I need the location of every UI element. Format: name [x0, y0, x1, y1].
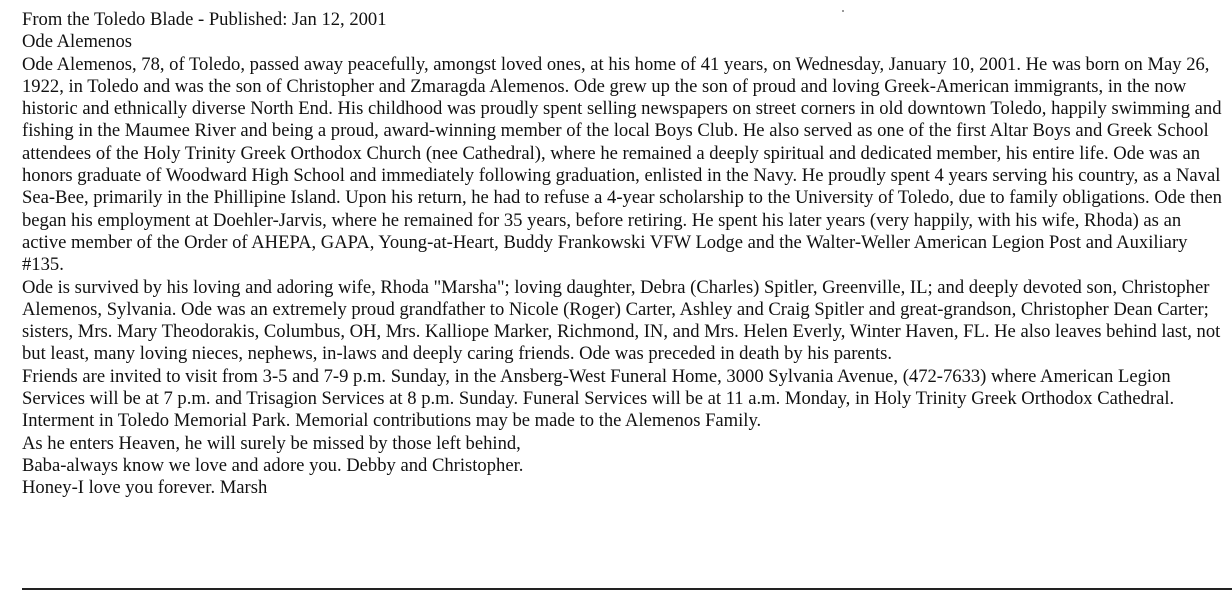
tribute-line: As he enters Heaven, he will surely be missed by those left behind,	[22, 432, 521, 454]
biography-paragraph: Ode Alemenos, 78, of Toledo, passed away peacefully, amongst loved ones, at his home of 41 years, on Wednesday, January 10, 2001. He was born on May 26, 1922, in Toledo and was the son of Christopher and Zmaragda Alemenos. Ode grew up the son of proud and loving Greek-American immigrants, in the now historic and ethnically diverse North End. His childhood was proudly spent selling newspapers on street corners in old downtown Toledo, happily swimming and fishing in the Maumee River and being a proud, award-winning member of the local Boys Club. He also served as one of the first Altar Boys and Greek School attendees of the Holy Trinity Greek Orthodox Church (nee Cathedral), where he remained a deeply spiritual and dedicated member, his entire life. Ode was an honors graduate of Woodward High School and immediately following graduation, enlisted in the Navy. He proudly spent 4 years serving his country, as a Naval Sea-Bee, primarily in the Phillipine Island. Upon his return, he had to refuse a 4-year scholarship to the University of Toledo, due to family obligations. Ode then began his employment at Doehler-Jarvis, where he remained for 35 years, before retiring. He spent his later years (very happily, with his wife, Rhoda) as an active member of the Order of AHEPA, GAPA, Young-at-Heart, Buddy Frankowski VFW Lodge and the Walter-Weller American Legion Post and Auxiliary #135.	[22, 53, 1222, 276]
services-paragraph: Friends are invited to visit from 3-5 and 7-9 p.m. Sunday, in the Ansberg-West Funeral Home, 3000 Sylvania Avenue, (472-7633) where American Legion Services will be at 7 p.m. and Trisagion Services at 8 p.m. Sunday. Funeral Services will be at 11 a.m. Monday, in Holy Trinity Greek Orthodox Cathedral. Interment in Toledo Memorial Park. Memorial contributions may be made to the Alemenos Family.	[22, 365, 1175, 432]
wife-message: Honey-I love you forever. Marsh	[22, 477, 268, 499]
survivors-paragraph: Ode is survived by his loving and adoring wife, Rhoda "Marsha"; loving daughter, Debra (Charles) Spitler, Greenville, IL; and deeply devoted son, Christopher Alemenos, Sylvania. Ode was an extremely proud grandfather to Nicole (Roger) Carter, Ashley and Craig Spitler and great-grandson, Christopher Dean Carter; sisters, Mrs. Mary Theodorakis, Columbus, OH, Mrs. Kalliope Marker, Richmond, IN, and Mrs. Helen Everly, Winter Haven, FL. He also leaves behind last, not but least, many loving nieces, nephews, in-laws and deeply caring friends. Ode was preceded in death by his parents.	[22, 276, 1221, 365]
obituary-name: Ode Alemenos	[22, 31, 132, 53]
obituary-text	[22, 9, 1227, 500]
children-message: Baba-always know we love and adore you. Debby and Christopher.	[22, 454, 524, 476]
source-line: From the Toledo Blade - Published: Jan 12, 2001	[22, 9, 387, 30]
bottom-rule	[22, 588, 1232, 590]
